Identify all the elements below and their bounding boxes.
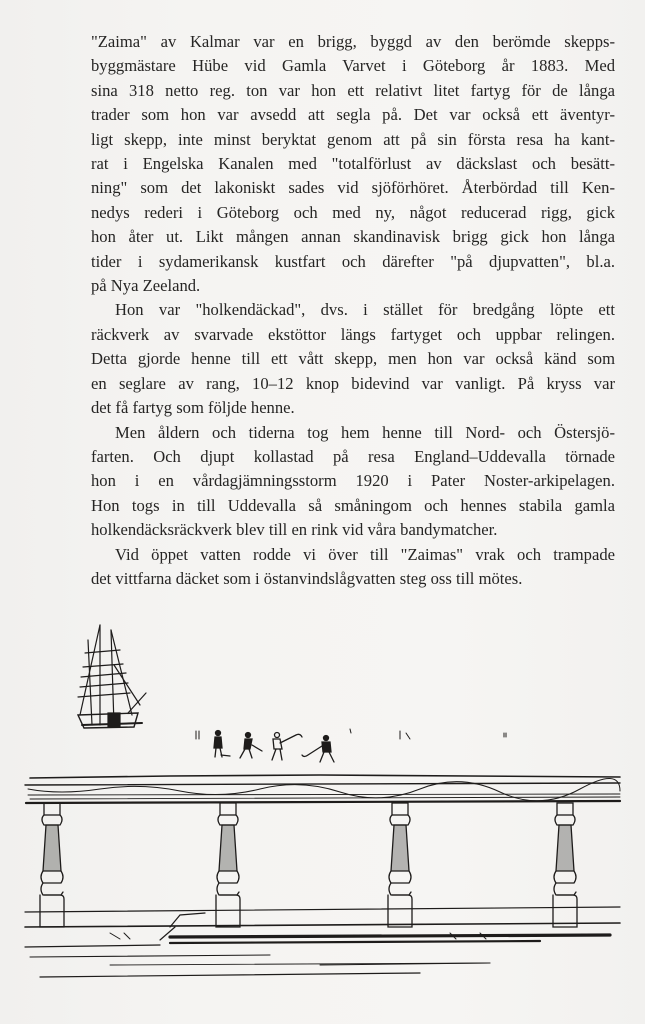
text-line: byggmästare Hübe vid Gamla Varvet i Göteborg år 1883. Med xyxy=(91,56,615,76)
player-figure xyxy=(272,733,302,761)
text-line: "Zaima" av Kalmar var en brigg, byggd av den berömde skepps- xyxy=(91,32,615,51)
text-line: sina 318 netto reg. ton var hon ett relativt litet fartyg för de långa xyxy=(91,80,615,100)
text-line: tider i sydamerikansk kustfart och därefter "på djupvatten", bl.a. xyxy=(91,251,615,271)
paragraph-1 xyxy=(91,30,615,298)
text-line: farten. Och djupt kollastad på resa England–Uddevalla törnade xyxy=(91,446,615,466)
baluster xyxy=(553,803,577,927)
body-text xyxy=(91,30,615,591)
ship-drawing xyxy=(78,625,146,728)
text-line: Detta gjorde henne till ett vått skepp, men hon var också känd som xyxy=(91,349,615,369)
text-line: det få fartyg som följde henne. xyxy=(91,398,295,418)
ice-horizon xyxy=(30,775,620,778)
text-line: på Nya Zeeland. xyxy=(91,276,201,296)
deck-planks xyxy=(25,907,620,977)
text-line: rat i Engelska Kanalen med "totalförlust av däckslast och besätt- xyxy=(91,154,615,174)
paragraph-4 xyxy=(91,543,615,592)
paragraph-3 xyxy=(91,421,615,543)
text-line: trader som hon var avsedd att segla på. Det var också ett äventyr- xyxy=(91,105,615,125)
illustration-svg xyxy=(20,615,630,1005)
bandy-players xyxy=(196,729,506,762)
player-figure xyxy=(302,736,334,763)
baluster xyxy=(216,803,240,927)
text-line: räckverk av svarvade ekstöttor längs fartyget och uppbar relingen. xyxy=(91,324,615,344)
text-line: en seglare av rang, 10–12 knop bidevind var vanligt. På kryss var xyxy=(91,373,615,393)
text-line: Men åldern och tiderna tog hem henne till Nord- och Östersjö- xyxy=(115,422,615,442)
player-figure xyxy=(214,731,230,758)
text-line: Hon var "holkendäckad", dvs. i stället för bredgång löpte ett xyxy=(115,300,615,320)
distant-figures xyxy=(196,729,506,739)
text-line: nedys rederi i Göteborg och med ny, något reducerad rigg, gick xyxy=(91,202,615,222)
baluster xyxy=(40,803,64,927)
text-line: holkendäcksräckverk blev till en rink vid våra bandymatcher. xyxy=(91,520,498,540)
player-figure xyxy=(240,733,262,759)
top-rail xyxy=(25,778,620,803)
text-line: Hon togs in till Uddevalla så småningom och hennes stabila gamla xyxy=(91,495,615,515)
text-line: ning" som det lakoniskt sades vid sjöförhöret. Återbördad till Ken- xyxy=(91,178,615,198)
paragraph-2 xyxy=(91,298,615,420)
text-line: det vittfarna däcket som i östanvindslågvatten steg oss till mötes. xyxy=(91,568,523,588)
text-line: hon åter ut. Likt mången annan skandinavisk brigg gick hon långa xyxy=(91,227,615,247)
text-line: hon i en vårdagjämningsstorm 1920 i Pater Noster-arkipelagen. xyxy=(91,471,615,491)
text-line: Vid öppet vatten rodde vi över till "Zaimas" vrak och trampade xyxy=(115,544,615,564)
text-line: ligt skepp, inte minst beryktat genom att på sin första resa ha kant- xyxy=(91,129,615,149)
ink-illustration xyxy=(20,615,630,1005)
